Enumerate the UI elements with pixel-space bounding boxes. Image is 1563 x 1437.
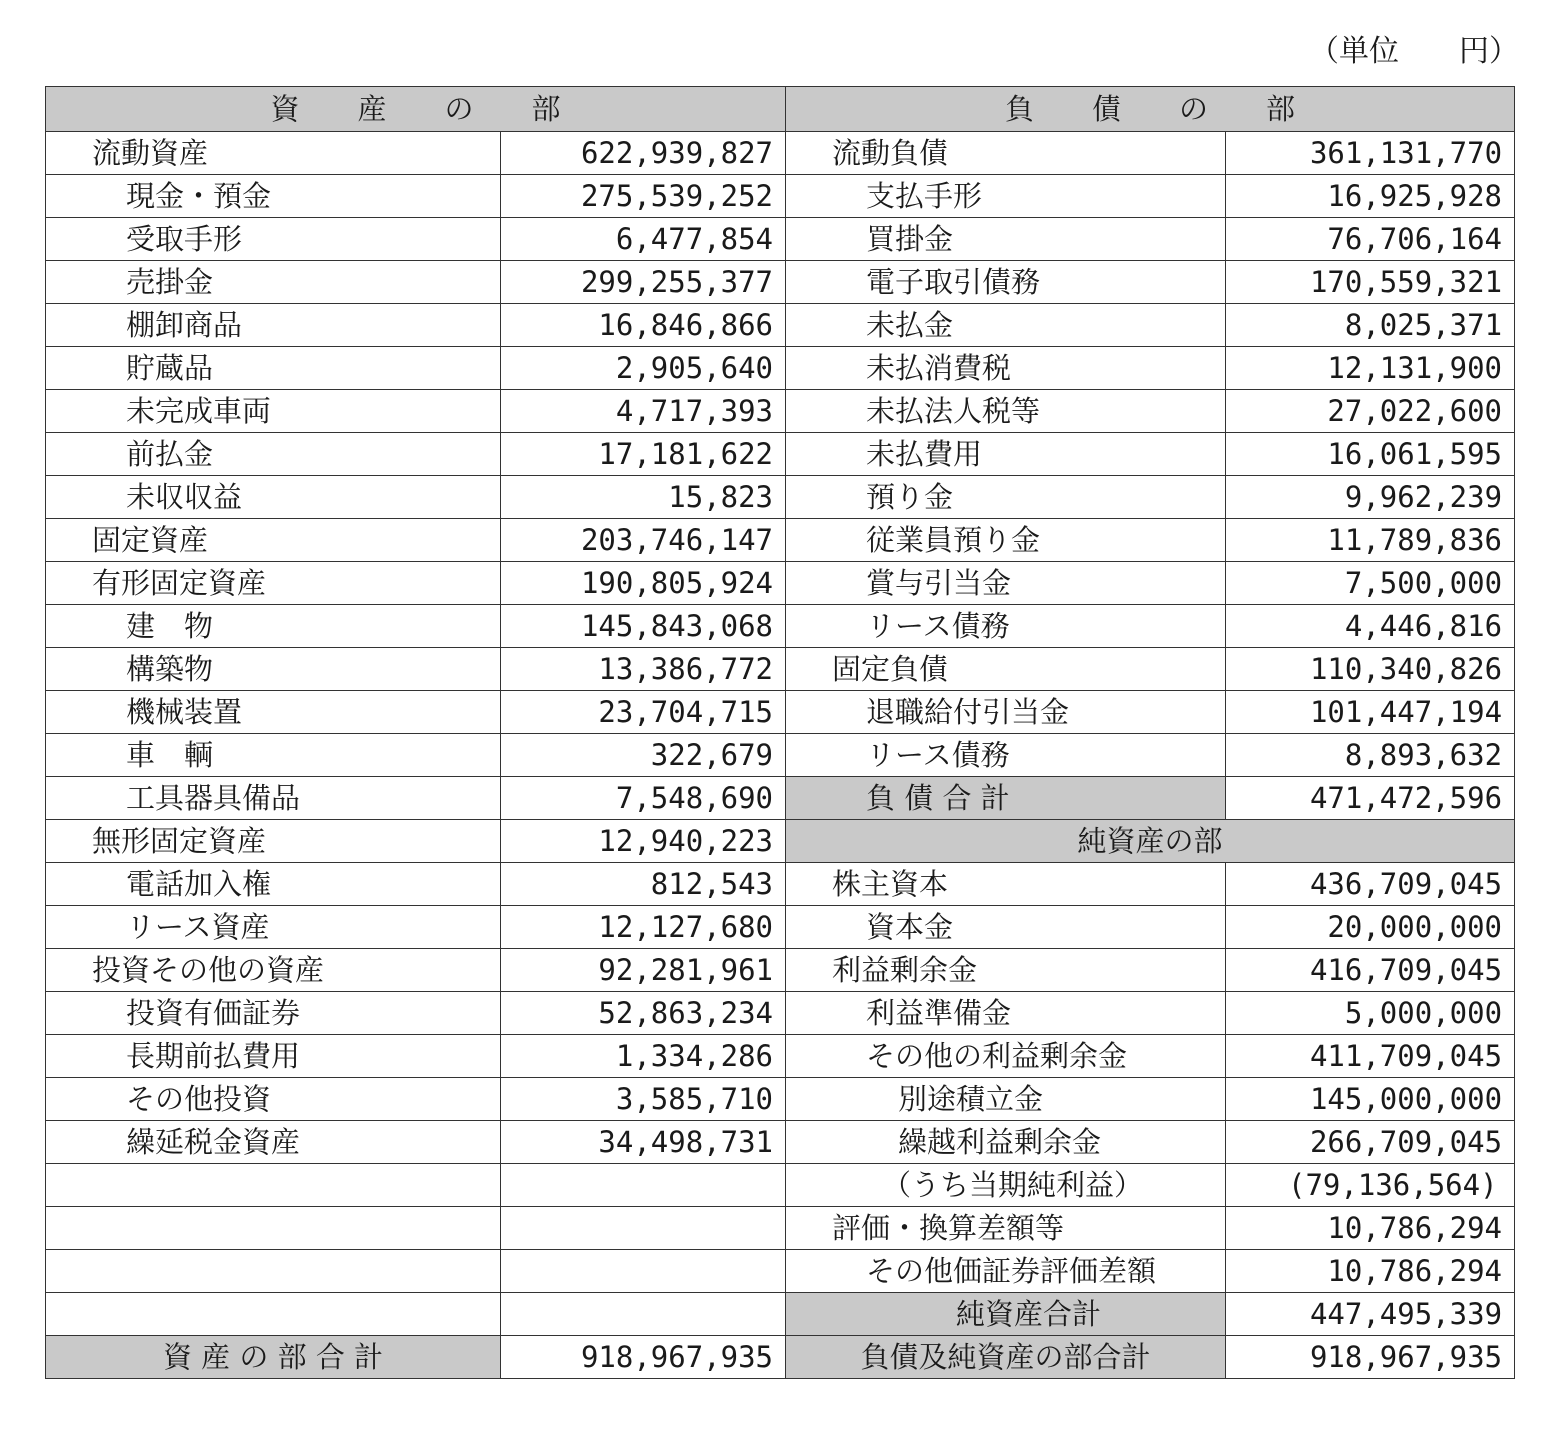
asset-item-label: その他投資 [46, 1078, 501, 1121]
table-row [46, 175, 1515, 218]
asset-item-label: 工具器具備品 [46, 777, 501, 820]
asset-item-value: 3,585,710 [501, 1078, 786, 1121]
liability-item-label: 預り金 [786, 476, 1226, 519]
asset-item-value: 2,905,640 [501, 347, 786, 390]
balance-sheet-body [46, 132, 1515, 1336]
table-row [46, 906, 1515, 949]
asset-item-label: 繰延税金資産 [46, 1121, 501, 1164]
asset-item-label: 投資その他の資産 [46, 949, 501, 992]
balance-sheet-table [45, 86, 1515, 1379]
asset-item-value [501, 1164, 786, 1207]
liability-item-label: 未払費用 [786, 433, 1226, 476]
asset-item-label: 未収収益 [46, 476, 501, 519]
liability-item-label: リース債務 [786, 734, 1226, 777]
asset-item-value: 203,746,147 [501, 519, 786, 562]
liability-item-label: 別途積立金 [786, 1078, 1226, 1121]
table-row [46, 476, 1515, 519]
liability-item-label: 買掛金 [786, 218, 1226, 261]
asset-item-value [501, 1293, 786, 1336]
liability-item-label: 未払消費税 [786, 347, 1226, 390]
liability-item-value: 145,000,000 [1226, 1078, 1515, 1121]
asset-item-value: 34,498,731 [501, 1121, 786, 1164]
table-row [46, 218, 1515, 261]
liability-item-label: 資本金 [786, 906, 1226, 949]
liability-item-label: 繰越利益剰余金 [786, 1121, 1226, 1164]
asset-item-value: 299,255,377 [501, 261, 786, 304]
table-row [46, 1250, 1515, 1293]
liability-item-label: 未払金 [786, 304, 1226, 347]
liability-item-value: 4,446,816 [1226, 605, 1515, 648]
table-row [46, 390, 1515, 433]
liability-item-label: その他価証券評価差額 [786, 1250, 1226, 1293]
table-row [46, 519, 1515, 562]
table-row [46, 562, 1515, 605]
liability-item-label: 利益準備金 [786, 992, 1226, 1035]
net-assets-section-header: 純資産の部 [786, 820, 1515, 863]
liability-item-value: 101,447,194 [1226, 691, 1515, 734]
asset-item-value: 812,543 [501, 863, 786, 906]
liability-item-value: 8,893,632 [1226, 734, 1515, 777]
asset-item-label: 建 物 [46, 605, 501, 648]
liability-item-value: 411,709,045 [1226, 1035, 1515, 1078]
table-row [46, 1164, 1515, 1207]
liability-item-value: 436,709,045 [1226, 863, 1515, 906]
asset-item-label: 固定資産 [46, 519, 501, 562]
liability-item-label: 評価・換算差額等 [786, 1207, 1226, 1250]
asset-item-label: 売掛金 [46, 261, 501, 304]
liability-item-label: 賞与引当金 [786, 562, 1226, 605]
asset-item-value: 13,386,772 [501, 648, 786, 691]
table-row [46, 863, 1515, 906]
liability-item-label: 支払手形 [786, 175, 1226, 218]
table-row [46, 1293, 1515, 1336]
liability-item-label: 退職給付引当金 [786, 691, 1226, 734]
liability-item-label: （うち当期純利益） [786, 1164, 1226, 1207]
asset-item-label: 流動資産 [46, 132, 501, 175]
liability-item-label: 電子取引債務 [786, 261, 1226, 304]
asset-item-label: 棚卸商品 [46, 304, 501, 347]
liability-item-value: 76,706,164 [1226, 218, 1515, 261]
asset-item-label: 無形固定資産 [46, 820, 501, 863]
table-row [46, 347, 1515, 390]
table-row [46, 1035, 1515, 1078]
liability-item-label: 利益剰余金 [786, 949, 1226, 992]
table-row [46, 820, 1515, 863]
assets-section-header: 資 産 の 部 [46, 87, 786, 132]
liability-item-label: 固定負債 [786, 648, 1226, 691]
asset-item-label: 未完成車両 [46, 390, 501, 433]
asset-item-label: 現金・預金 [46, 175, 501, 218]
liability-subtotal-value: 471,472,596 [1226, 777, 1515, 820]
asset-item-value: 4,717,393 [501, 390, 786, 433]
asset-item-value: 6,477,854 [501, 218, 786, 261]
asset-item-label: 電話加入権 [46, 863, 501, 906]
totals-row [46, 1336, 1515, 1379]
liability-item-label: 従業員預り金 [786, 519, 1226, 562]
liability-subtotal-label: 負 債 合 計 [786, 777, 1226, 820]
liability-item-label: リース債務 [786, 605, 1226, 648]
asset-item-label: 機械装置 [46, 691, 501, 734]
table-row [46, 992, 1515, 1035]
asset-item-label [46, 1250, 501, 1293]
table-row [46, 691, 1515, 734]
asset-item-value: 23,704,715 [501, 691, 786, 734]
table-row [46, 1207, 1515, 1250]
table-row [46, 304, 1515, 347]
table-row [46, 734, 1515, 777]
asset-item-value: 92,281,961 [501, 949, 786, 992]
liability-item-value: 16,925,928 [1226, 175, 1515, 218]
liability-item-label: 株主資本 [786, 863, 1226, 906]
liability-item-value: 10,786,294 [1226, 1207, 1515, 1250]
liability-item-value: 266,709,045 [1226, 1121, 1515, 1164]
liability-item-value: 361,131,770 [1226, 132, 1515, 175]
liability-item-value: 170,559,321 [1226, 261, 1515, 304]
table-row [46, 261, 1515, 304]
liability-item-value: 416,709,045 [1226, 949, 1515, 992]
asset-item-value: 17,181,622 [501, 433, 786, 476]
table-row [46, 132, 1515, 175]
table-row [46, 949, 1515, 992]
asset-item-label: 有形固定資産 [46, 562, 501, 605]
table-row [46, 433, 1515, 476]
asset-item-label: 投資有価証券 [46, 992, 501, 1035]
assets-total-value: 918,967,935 [501, 1336, 786, 1379]
table-row [46, 648, 1515, 691]
asset-item-value: 622,939,827 [501, 132, 786, 175]
liabilities-section-header: 負 債 の 部 [786, 87, 1515, 132]
liability-item-label: 流動負債 [786, 132, 1226, 175]
asset-item-label: 車 輌 [46, 734, 501, 777]
liabilities-net-assets-total-label: 負債及純資産の部合計 [786, 1336, 1226, 1379]
asset-item-value: 190,805,924 [501, 562, 786, 605]
asset-item-label: リース資産 [46, 906, 501, 949]
liability-item-value: 12,131,900 [1226, 347, 1515, 390]
liability-item-value: 110,340,826 [1226, 648, 1515, 691]
liability-item-value: 8,025,371 [1226, 304, 1515, 347]
asset-item-value: 145,843,068 [501, 605, 786, 648]
liability-item-value: 16,061,595 [1226, 433, 1515, 476]
section-header-row [46, 87, 1515, 132]
asset-item-value: 1,334,286 [501, 1035, 786, 1078]
liability-item-label: その他の利益剰余金 [786, 1035, 1226, 1078]
table-row [46, 1121, 1515, 1164]
liability-item-value: 27,022,600 [1226, 390, 1515, 433]
asset-item-value: 7,548,690 [501, 777, 786, 820]
asset-item-value [501, 1250, 786, 1293]
asset-item-value: 322,679 [501, 734, 786, 777]
liability-item-value: 7,500,000 [1226, 562, 1515, 605]
asset-item-value: 16,846,866 [501, 304, 786, 347]
liability-item-value: 11,789,836 [1226, 519, 1515, 562]
unit-label: （単位 円） [1309, 34, 1519, 69]
liability-subtotal-label: 純資産合計 [786, 1293, 1226, 1336]
asset-item-value: 12,127,680 [501, 906, 786, 949]
liabilities-net-assets-total-value: 918,967,935 [1226, 1336, 1515, 1379]
assets-total-label: 資 産 の 部 合 計 [46, 1336, 501, 1379]
liability-item-value: 9,962,239 [1226, 476, 1515, 519]
asset-item-value: 275,539,252 [501, 175, 786, 218]
asset-item-label [46, 1293, 501, 1336]
liability-item-value: 20,000,000 [1226, 906, 1515, 949]
table-row [46, 777, 1515, 820]
asset-item-label [46, 1164, 501, 1207]
asset-item-value: 12,940,223 [501, 820, 786, 863]
asset-item-label [46, 1207, 501, 1250]
liability-item-value: (79,136,564) [1226, 1164, 1515, 1207]
liability-item-label: 未払法人税等 [786, 390, 1226, 433]
asset-item-label: 構築物 [46, 648, 501, 691]
asset-item-label: 長期前払費用 [46, 1035, 501, 1078]
asset-item-value [501, 1207, 786, 1250]
asset-item-value: 15,823 [501, 476, 786, 519]
table-row [46, 1078, 1515, 1121]
liability-item-value: 5,000,000 [1226, 992, 1515, 1035]
table-row [46, 605, 1515, 648]
liability-item-value: 10,786,294 [1226, 1250, 1515, 1293]
liability-subtotal-value: 447,495,339 [1226, 1293, 1515, 1336]
asset-item-label: 前払金 [46, 433, 501, 476]
asset-item-value: 52,863,234 [501, 992, 786, 1035]
asset-item-label: 貯蔵品 [46, 347, 501, 390]
asset-item-label: 受取手形 [46, 218, 501, 261]
